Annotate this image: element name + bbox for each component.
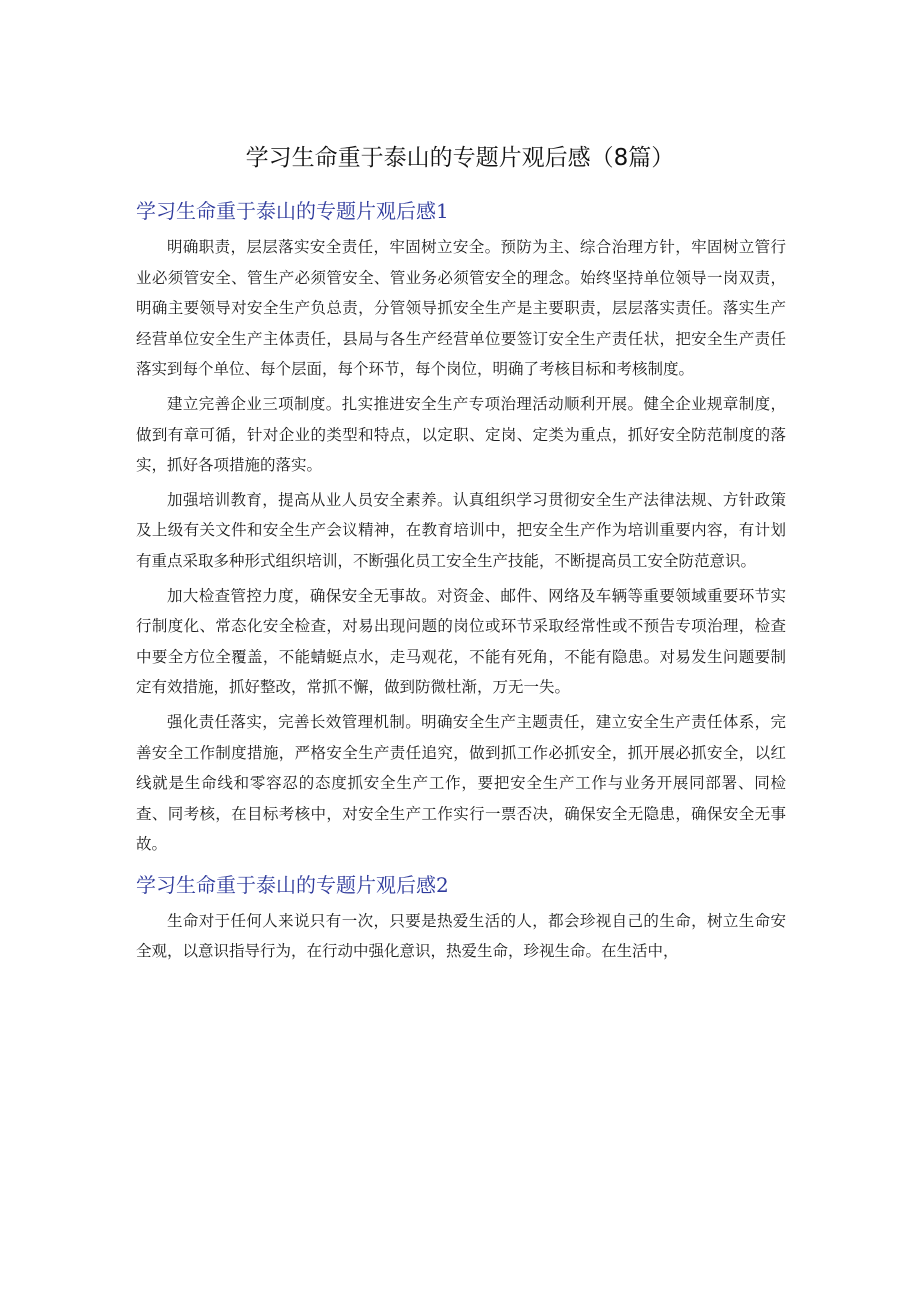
paragraph: 加大检查管控力度，确保安全无事故。对资金、邮件、网络及车辆等重要领域重要环节实行制度化、常态化安全检查，对易出现问题的岗位或环节采取经常性或不预告专项治理，检查中要全方位全覆盖，不能蜻蜓点水，走马观花，不能有死角，不能有隐患。对易发生问题要制定有效措施，抓好整改，常抓不懈，做到防微杜渐，万无一失。 [136,586,786,697]
paragraph: 加强培训教育，提高从业人员安全素养。认真组织学习贯彻安全生产法律法规、方针政策及上级有关文件和安全生产会议精神，在教育培训中，把安全生产作为培训重要内容，有计划有重点采取多种形式组织培训，不断强化员工安全生产技能，不断提高员工安全防范意识。 [136,490,786,570]
paragraph: 强化责任落实，完善长效管理机制。明确安全生产主题责任，建立安全生产责任体系，完善安全工作制度措施，严格安全生产责任追究，做到抓工作必抓安全，抓开展必抓安全，以红线就是生命线和零容忍的态度抓安全生产工作，要把安全生产工作与业务开展同部署、同检查、同考核，在目标考核中，对安全生产工作实行一票否决，确保安全无隐患，确保安全无事故。 [136,712,786,854]
section-heading-2: 学习生命重于泰山的专题片观后感2 [136,872,449,897]
section-heading-1: 学习生命重于泰山的专题片观后感1 [136,199,449,223]
paragraph: 建立完善企业三项制度。扎实推进安全生产专项治理活动顺利开展。健全企业规章制度，做到有章可循，针对企业的类型和特点，以定职、定岗、定类为重点，抓好安全防范制度的落实，抓好各项措施的落实。 [136,394,786,475]
document-title: 学习生命重于泰山的专题片观后感（8篇） [245,145,675,171]
document-body [136,196,786,971]
paragraph: 明确职责，层层落实安全责任，牢固树立安全。预防为主、综合治理方针，牢固树立管行业必须管安全、管生产必须管安全、管业务必须管安全的理念。始终坚持单位领导一岗双责，明确主要领导对安全生产负总责，分管领导抓安全生产是主要职责，层层落实责任。落实生产经营单位安全生产主体责任，县局与各生产经营单位要签订安全生产责任状，把安全生产责任落实到每个单位、每个层面，每个环节，每个岗位，明确了考核目标和考核制度。 [136,238,786,379]
paragraph: 生命对于任何人来说只有一次，只要是热爱生活的人，都会珍视自己的生命，树立生命安全观，以意识指导行为，在行动中强化意识，热爱生命，珍视生命。在生活中， [136,911,786,961]
